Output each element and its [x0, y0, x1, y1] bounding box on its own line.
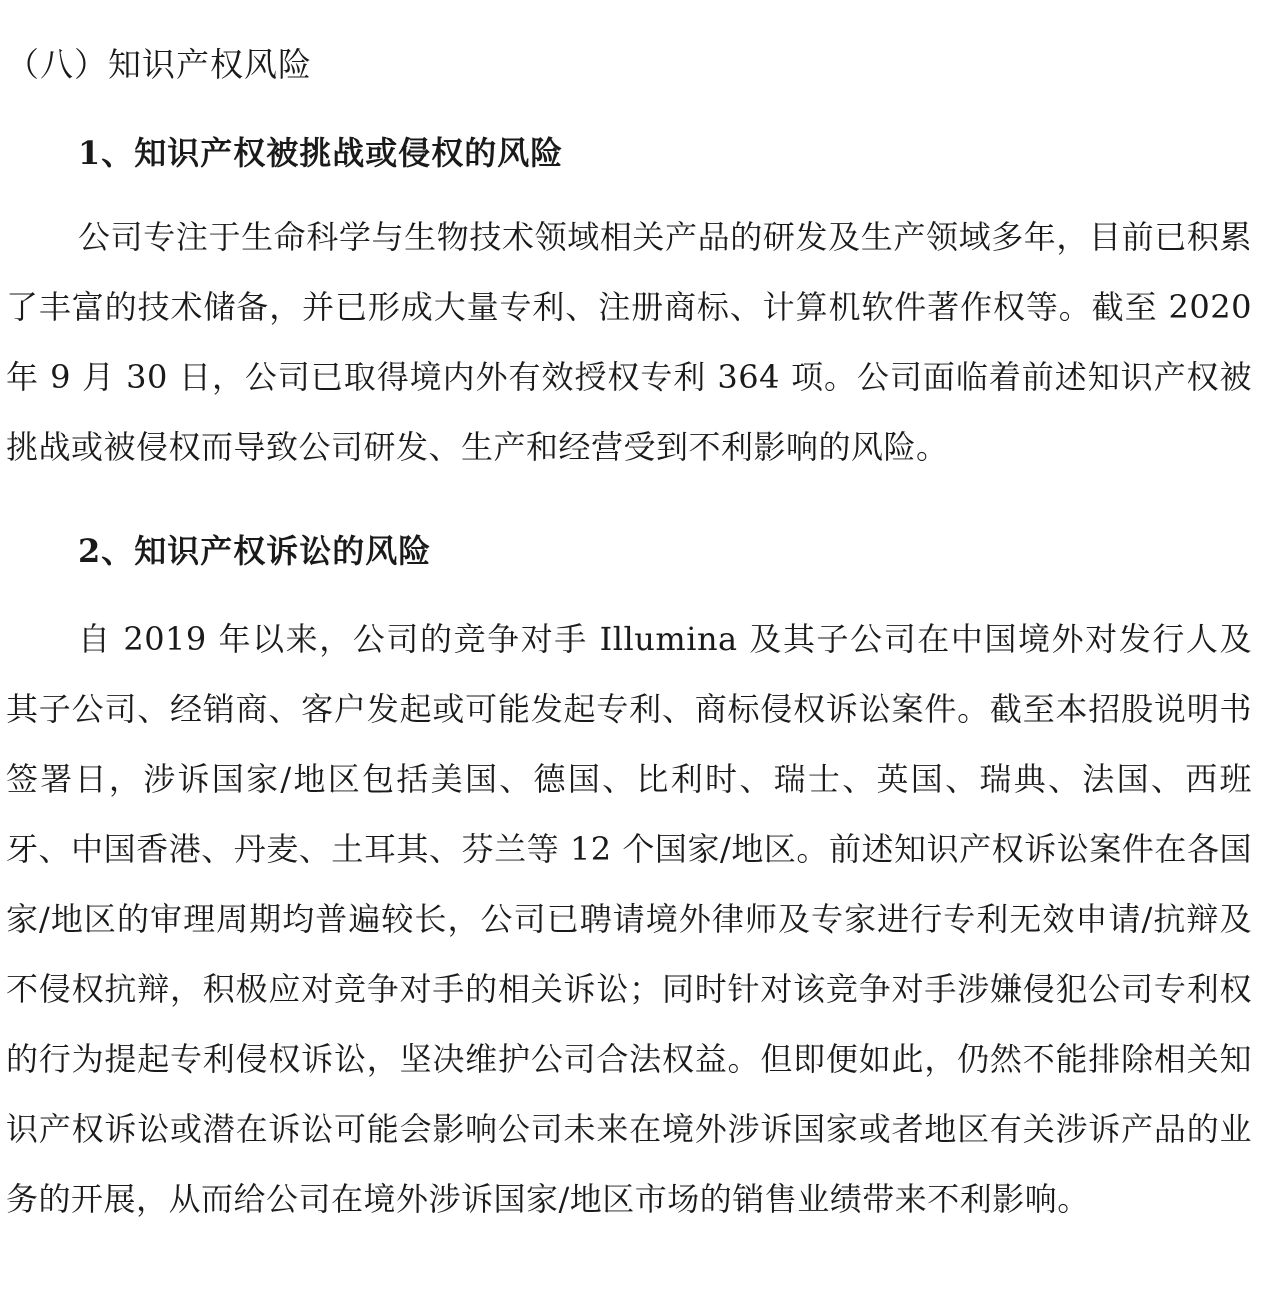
subsection-title-ip-challenge: 1、知识产权被挑战或侵权的风险: [78, 134, 564, 172]
document-body: [6, 36, 1252, 1234]
paragraph-ip-litigation: 自 2019 年以来，公司的竞争对手 Illumina 及其子公司在中国境外对发行人及其子公司、经销商、客户发起或可能发起专利、商标侵权诉讼案件。截至本招股说明书签署日，涉诉国家/地区包括美国、德国、比利时、瑞士、英国、瑞典、法国、西班牙、中国香港、丹麦、土耳其、芬兰等 12 个国家/地区。前述知识产权诉讼案件在各国家/地区的审理周期均普遍较长，公司已聘请境外律师及专家进行专利无效申请/抗辩及不侵权抗辩，积极应对竞争对手的相关诉讼；同时针对该竞争对手涉嫌侵犯公司专利权的行为提起专利侵权诉讼，坚决维护公司合法权益。但即便如此，仍然不能排除相关知识产权诉讼或潜在诉讼可能会影响公司未来在境外涉诉国家或者地区有关涉诉产品的业务的开展，从而给公司在境外涉诉国家/地区市场的销售业绩带来不利影响。: [6, 620, 1252, 1218]
section-title: （八）知识产权风险: [6, 45, 312, 84]
paragraph-ip-challenge: 公司专注于生命科学与生物技术领域相关产品的研发及生产领域多年，目前已积累了丰富的技术储备，并已形成大量专利、注册商标、计算机软件著作权等。截至 2020 年 9 月 30 日，公司已取得境内外有效授权专利 364 项。公司面临着前述知识产权被挑战或被侵权而导致公司研发、生产和经营受到不利影响的风险。: [6, 218, 1252, 466]
subsection-title-ip-litigation: 2、知识产权诉讼的风险: [78, 532, 432, 570]
